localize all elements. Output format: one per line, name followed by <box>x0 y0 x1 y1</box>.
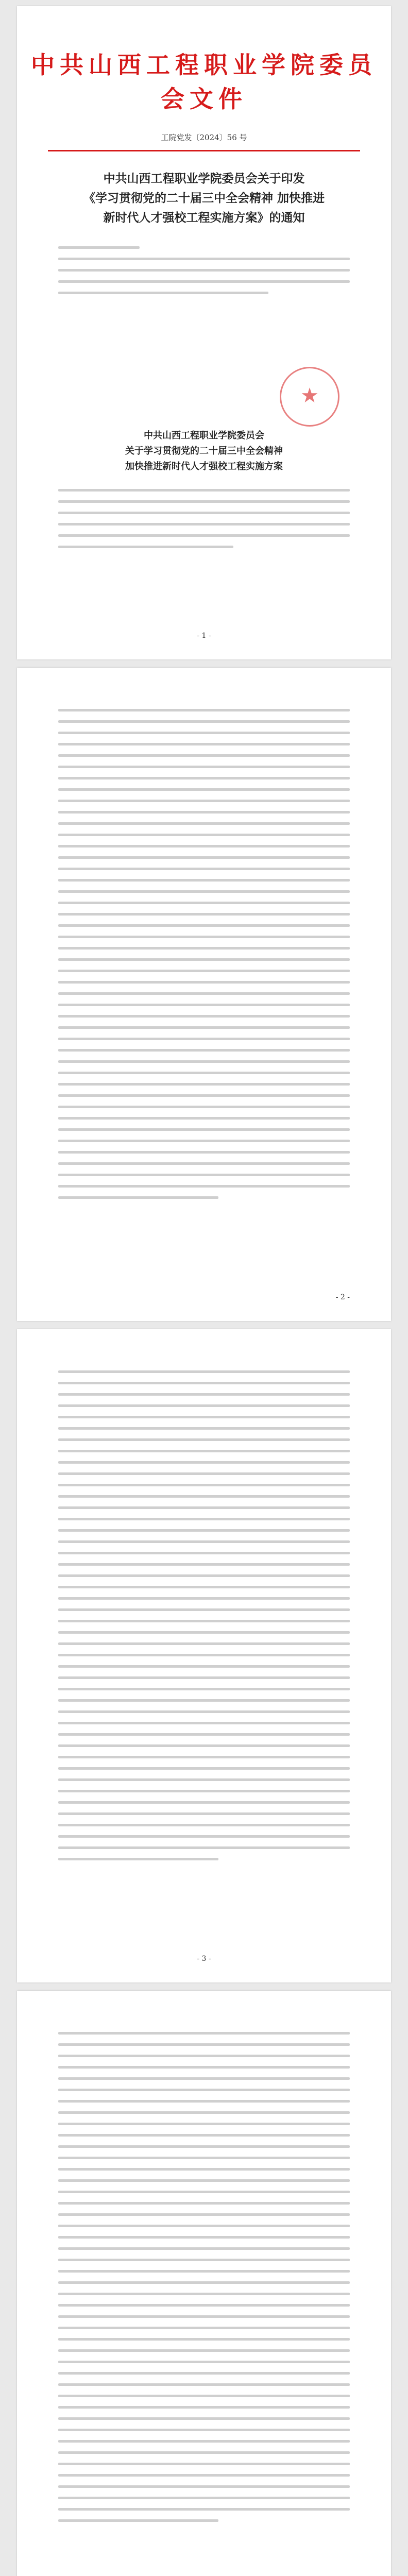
document-page-4 <box>17 1991 391 2576</box>
body-text-block <box>58 1370 350 1860</box>
page-number: - 2 - <box>335 1293 350 1301</box>
document-page-1 <box>17 6 391 659</box>
body-text-block <box>58 2032 350 2522</box>
official-seal: ★ <box>280 367 339 427</box>
notice-title-line: 中共山西工程职业学院委员会关于印发 <box>103 172 305 185</box>
page-number: - 1 - <box>197 632 211 640</box>
page-number: - 3 - <box>197 1955 211 1963</box>
document-number: 工院党发〔2024〕56 号 <box>161 133 247 142</box>
notice-title <box>53 169 355 228</box>
notice-title-line: 《学习贯彻党的二十届三中全会精神 加快推进 <box>83 191 325 205</box>
body-text-block <box>58 489 350 548</box>
attachment-title-line: 关于学习贯彻党的二十届三中全会精神 <box>125 446 283 456</box>
notice-title-line: 新时代人才强校工程实施方案》的通知 <box>103 211 305 225</box>
document-page-2 <box>17 668 391 1321</box>
attachment-title-line: 中共山西工程职业学院委员会 <box>144 430 264 441</box>
body-text-block <box>58 246 350 294</box>
red-divider <box>48 150 360 151</box>
document-page-3 <box>17 1329 391 1982</box>
body-text-block <box>58 709 350 1199</box>
attachment-title-line: 加快推进新时代人才强校工程实施方案 <box>125 461 283 472</box>
masthead-title: 中共山西工程职业学院委员会文件 <box>31 51 377 113</box>
red-masthead <box>17 46 391 114</box>
official-seal-area <box>223 367 357 429</box>
attachment-title <box>58 428 350 474</box>
